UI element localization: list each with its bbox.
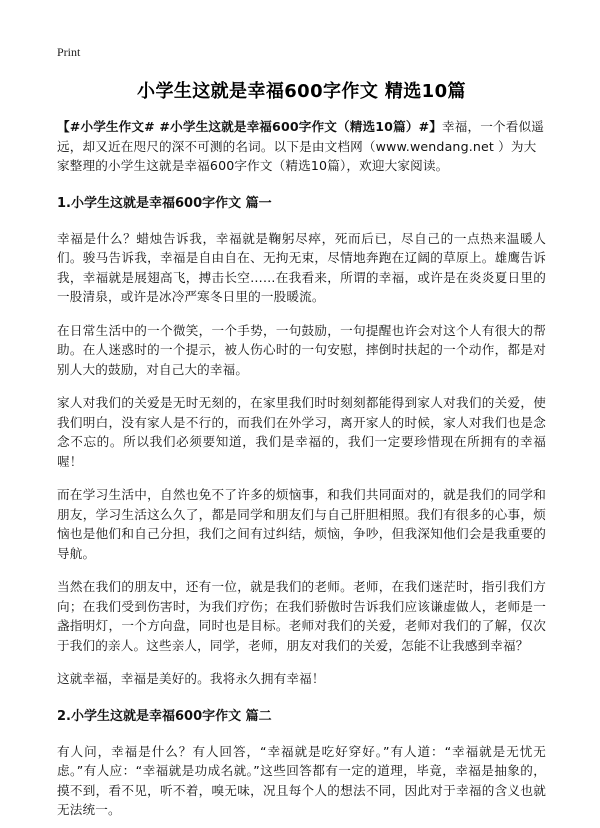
intro-paragraph	[57, 117, 546, 176]
intro-tag-line: 【#小学生作文# #小学生这就是幸福600字作文（精选10篇）#】	[57, 119, 443, 134]
paragraph: 当然在我们的朋友中，还有一位，就是我们的老师。老师，在我们迷茫时，指引我们方向；在我们受到伤害时，为我们疗伤；在我们骄傲时告诉我们应该谦虚做人，老师是一盏指明灯，一个方向盘，同时也是目标。老师对我们的关爱，老师对我们的了解，仅次于我们的亲人。这些亲人，同学，老师，朋友对我们的关爱，怎能不让我感到幸福？	[57, 579, 546, 653]
paragraph: 幸福是什么？蜡烛告诉我，幸福就是鞠躬尽瘁，死而后已，尽自己的一点热来温暖人们。骏马告诉我，幸福是自由自在、无拘无束，尽情地奔跑在辽阔的草原上。雄鹰告诉我，幸福就是展翅高飞，搏击长空……在我看来，所谓的幸福，或许是在炎炎夏日里的一股清泉，或许是冰冷严寒冬日里的一股暖流。	[57, 230, 546, 304]
intro-text: 幸福，一个看似遥远，却又近在咫尺的深不可测的名词。以下是由文档网（www.wendang.net ）为大家整理的小学生这就是幸福600字作文（精选10篇），欢迎大家阅读。	[57, 119, 544, 173]
paragraph: 有人问，幸福是什么？有人回答，“幸福就是吃好穿好。”有人道：“幸福就是无忧无虑。”有人应：“幸福就是功成名就。”这些回答都有一定的道理，毕竟，幸福是抽象的，摸不到，看不见，听不着，嗅无味，况且每个人的想法不同，因此对于幸福的含义也就无法统一。	[57, 743, 546, 817]
section-heading-1: 1.小学生这就是幸福600字作文 篇一	[57, 195, 272, 211]
paragraph: 在日常生活中的一个微笑，一个手势，一句鼓励，一句提醒也许会对这个人有很大的帮助。在人迷惑时的一个提示，被人伤心时的一句安慰，摔倒时扶起的一个动作，都是对别人大的鼓励，对自己大的幸福。	[57, 322, 546, 377]
section-heading-2: 2.小学生这就是幸福600字作文 篇二	[57, 708, 272, 724]
document-title: 小学生这就是幸福600字作文 精选10篇	[137, 81, 466, 102]
paragraph: 家人对我们的关爱是无时无刻的，在家里我们时时刻刻都能得到家人对我们的关爱，使我们明白，没有家人是不行的，而我们在外学习，离开家人的时候，家人对我们也是念念不忘的。所以我们必须要知道，我们是幸福的，我们一定要珍惜现在所拥有的幸福喔！	[57, 395, 546, 469]
paragraph: 这就幸福，幸福是美好的。我将永久拥有幸福！	[57, 671, 325, 686]
print-label: Print	[57, 45, 81, 59]
paragraph: 而在学习生活中，自然也免不了许多的烦恼事，和我们共同面对的，就是我们的同学和朋友，学习生活这么久了，都是同学和朋友们与自己肝胆相照。我们有很多的心事，烦恼也是他们和自己分担，我们之间有过纠结，烦恼，争吵，但我深知他们会是我重要的导航。	[57, 487, 546, 561]
